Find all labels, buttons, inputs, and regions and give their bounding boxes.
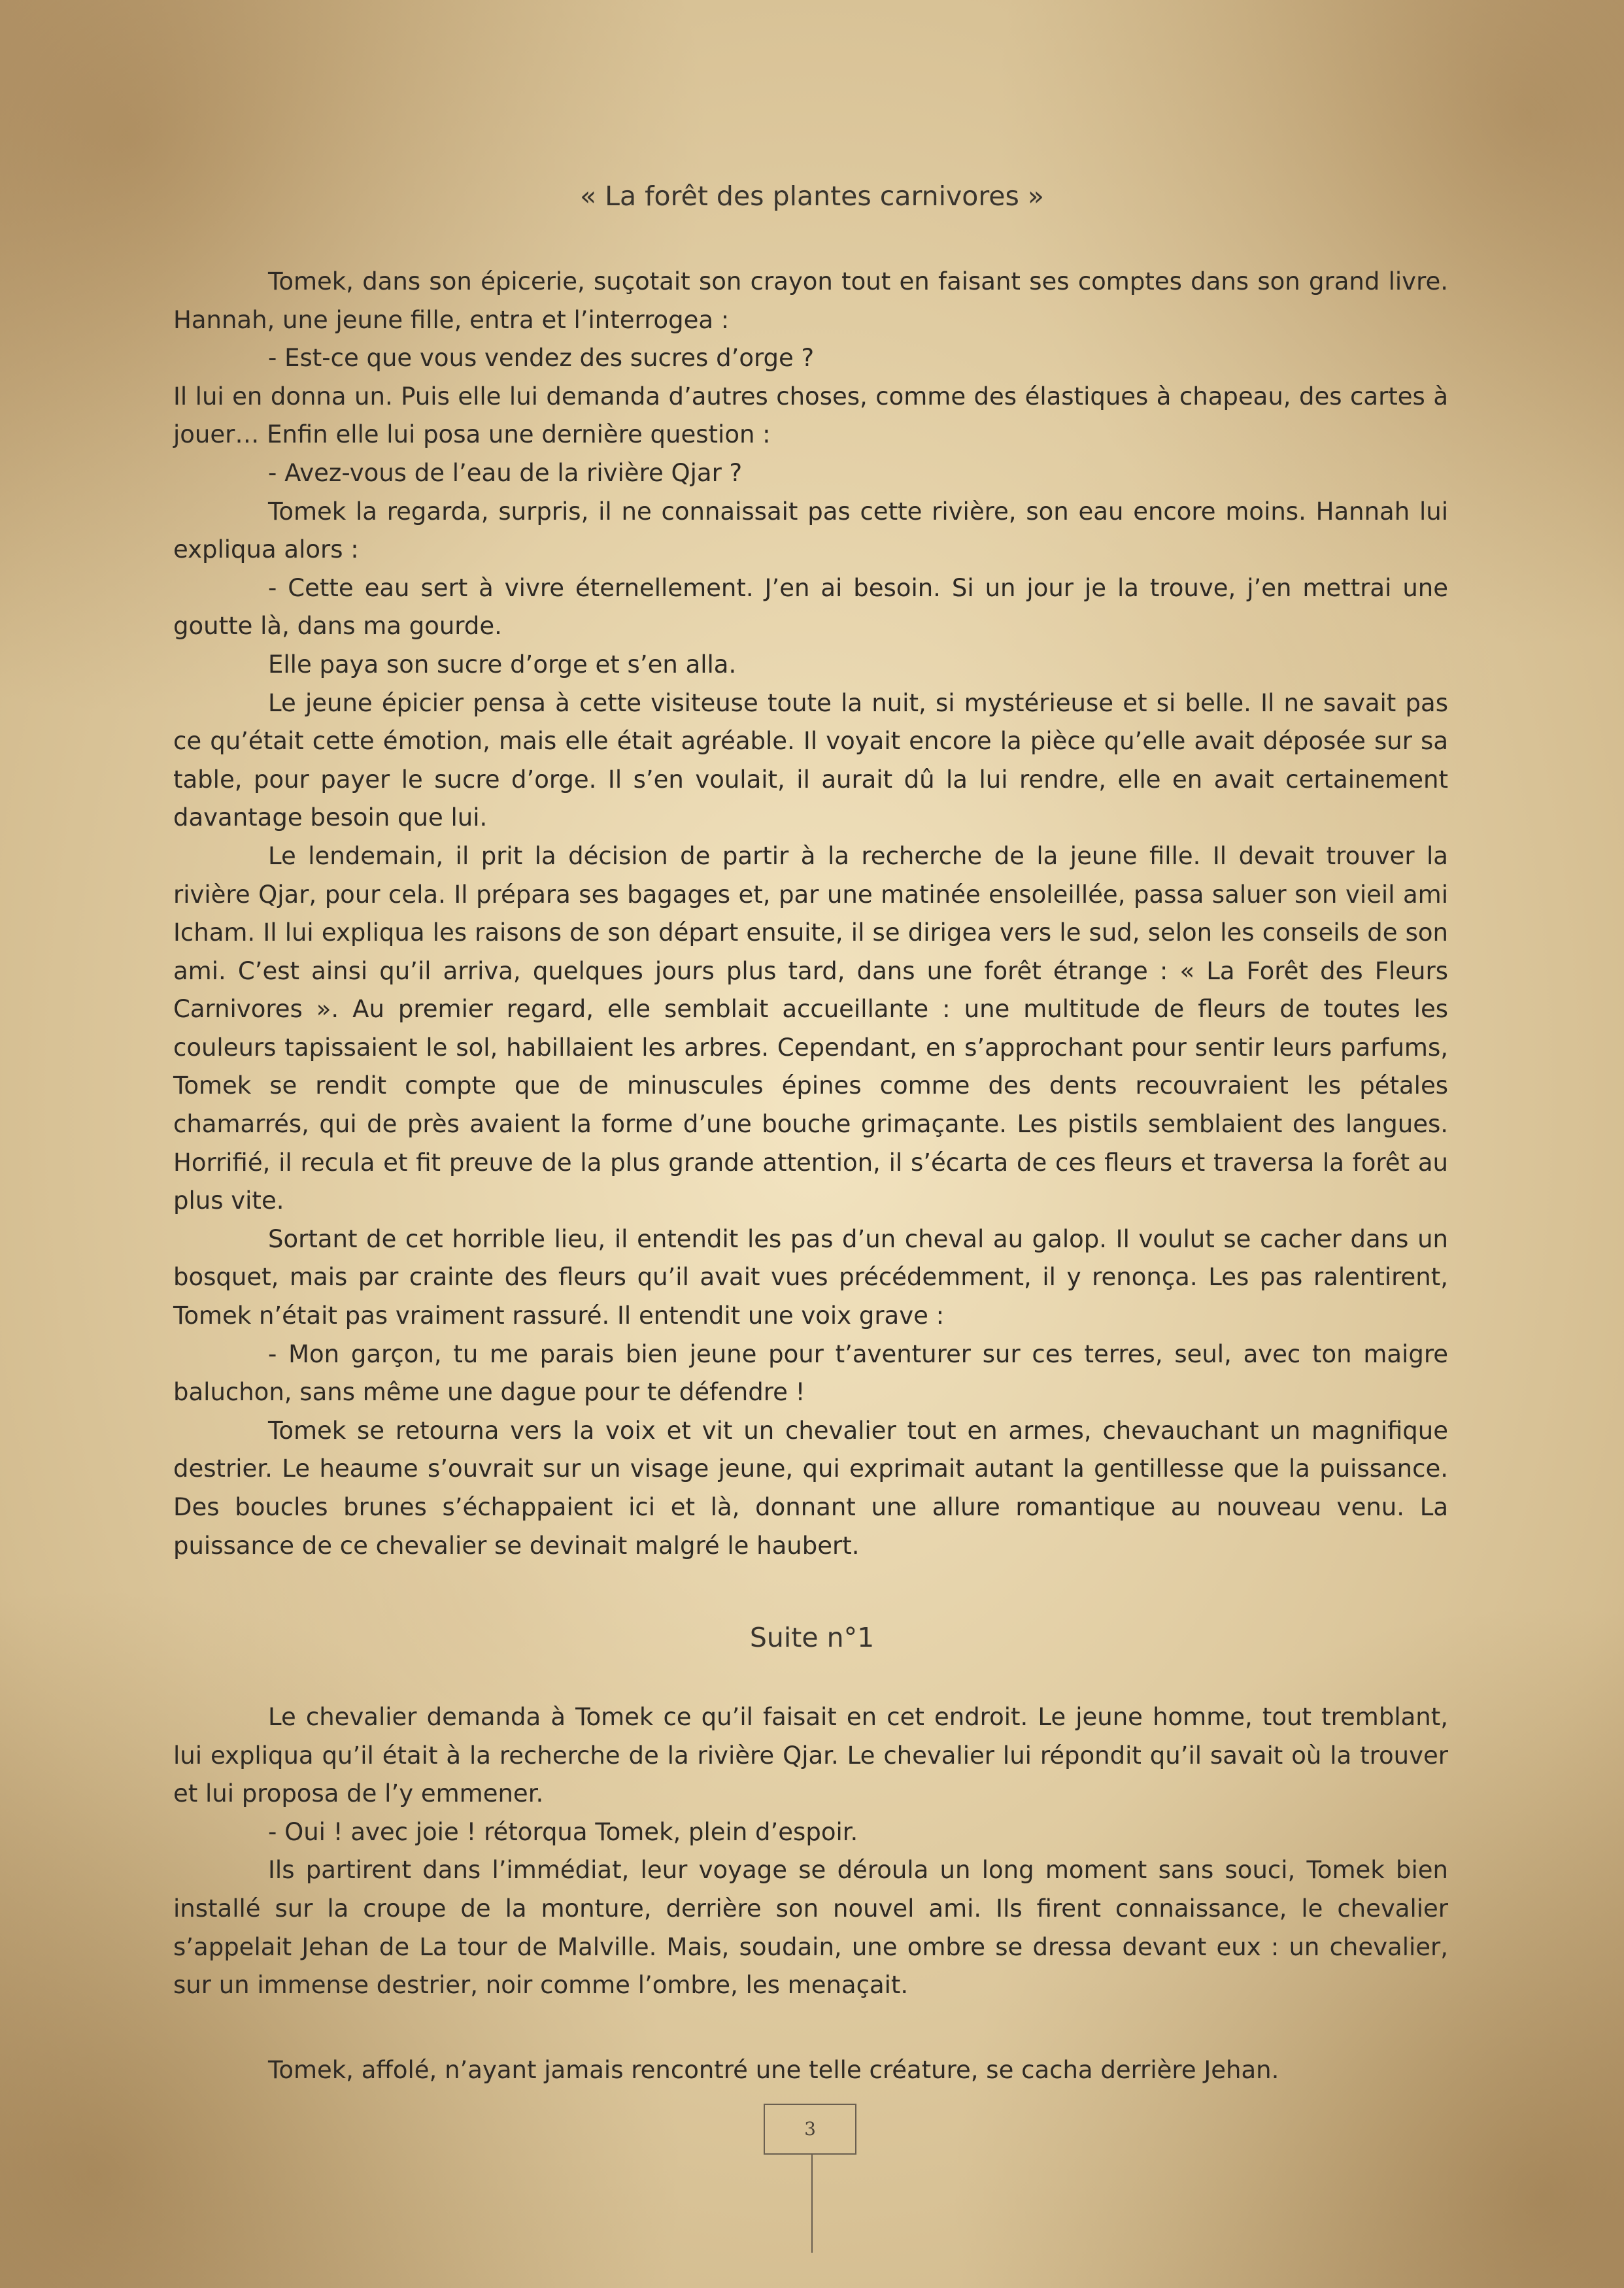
- dialogue-line: - Avez-vous de l’eau de la rivière Qjar ?: [268, 458, 743, 487]
- dialogue-line: - Est-ce que vous vendez des sucres d’orge ?: [268, 344, 815, 373]
- paragraph: Tomek, dans son épicerie, suçotait son crayon tout en faisant ses comptes dans son grand livre. Hannah, une jeune fille, entra et l’interrogea :: [173, 267, 1448, 334]
- paragraph: Le jeune épicier pensa à cette visiteuse toute la nuit, si mystérieuse et si belle. Il ne savait pas ce qu’était cette émotion, mais elle était agréable. Il voyait encore la pièce qu’elle avait déposée sur sa table, pour payer le sucre d’orge. Il s’en voulait, il aurait dû la lui rendre, elle en avait certainement davantage besoin que lui.: [173, 688, 1448, 832]
- story-title: « La forêt des plantes carnivores »: [580, 180, 1044, 212]
- dialogue-line: - Cette eau sert à vivre éternellement. J’en ai besoin. Si un jour je la trouve, j’en mettrai une goutte là, dans ma gourde.: [173, 573, 1448, 641]
- page-number: 3: [764, 2104, 856, 2155]
- page-number-stem: [811, 2155, 813, 2253]
- final-paragraph-block: [173, 2051, 1448, 2090]
- dialogue-line: - Mon garçon, tu me parais bien jeune pour t’aventurer sur ces terres, seul, avec ton maigre baluchon, sans même une dague pour te défendre !: [173, 1339, 1448, 1407]
- paragraph: Ils partirent dans l’immédiat, leur voyage se déroula un long moment sans souci, Tomek bien installé sur la croupe de la monture, derrière son nouvel ami. Ils firent connaissance, le chevalier s’appelait Jehan de La tour de Malville. Mais, soudain, une ombre se dressa devant eux : un chevalier, sur un immense destrier, noir comme l’ombre, les menaçait.: [173, 1856, 1448, 2000]
- paragraph: Tomek la regarda, surpris, il ne connaissait pas cette rivière, son eau encore moins. Hannah lui expliqua alors :: [173, 497, 1448, 564]
- paragraph: Tomek, affolé, n’ayant jamais rencontré une telle créature, se cacha derrière Jehan.: [268, 2056, 1279, 2084]
- suite-title: Suite n°1: [749, 1622, 875, 1653]
- paragraph: Sortant de cet horrible lieu, il entendit les pas d’un cheval au galop. Il voulut se cacher dans un bosquet, mais par crainte des fleurs qu’il avait vues précédemment, il y renonça. Les pas ralentirent, Tomek n’était pas vraiment rassuré. Il entendit une voix grave :: [173, 1224, 1448, 1330]
- dialogue-line: - Oui ! avec joie ! rétorqua Tomek, plein d’espoir.: [268, 1817, 858, 1846]
- paragraph: Elle paya son sucre d’orge et s’en alla.: [268, 650, 737, 679]
- paragraph: Il lui en donna un. Puis elle lui demanda d’autres choses, comme des élastiques à chapeau, des cartes à jouer… Enfin elle lui posa une dernière question :: [173, 382, 1448, 449]
- paragraph: Le lendemain, il prit la décision de partir à la recherche de la jeune fille. Il devait trouver la rivière Qjar, pour cela. Il prépara ses bagages et, par une matinée ensoleillée, passa saluer son vieil ami Icham. Il lui expliqua les raisons de son départ ensuite, il se dirigea vers le sud, selon les conseils de son ami. C’est ainsi qu’il arriva, quelques jours plus tard, dans une forêt étrange : « La Forêt des Fleurs Carnivores ». Au premier regard, elle semblait accueillante : une multitude de fleurs de toutes les couleurs tapissaient le sol, habillaient les arbres. Cependant, en s’approchant pour sentir leurs parfums, Tomek se rendit compte que de minuscules épines comme des dents recouvraient les pétales chamarrés, qui de près avaient la forme d’une bouche grimaçante. Les pistils semblaient des langues. Horrifié, il recula et fit preuve de la plus grande attention, il s’écarta de ces fleurs et traversa la forêt au plus vite.: [173, 841, 1448, 1215]
- paragraph: Tomek se retourna vers la voix et vit un chevalier tout en armes, chevauchant un magnifique destrier. Le heaume s’ouvrait sur un visage jeune, qui exprimait autant la gentillesse que la puissance. Des boucles brunes s’échappaient ici et là, donnant une allure romantique au nouveau venu. La puissance de ce chevalier se devinait malgré le haubert.: [173, 1416, 1448, 1560]
- paragraph: Le chevalier demanda à Tomek ce qu’il faisait en cet endroit. Le jeune homme, tout tremblant, lui expliqua qu’il était à la recherche de la rivière Qjar. Le chevalier lui répondit qu’il savait où la trouver et lui proposa de l’y emmener.: [173, 1703, 1448, 1808]
- story-body: [173, 263, 1448, 1565]
- suite-body: [173, 1698, 1448, 2005]
